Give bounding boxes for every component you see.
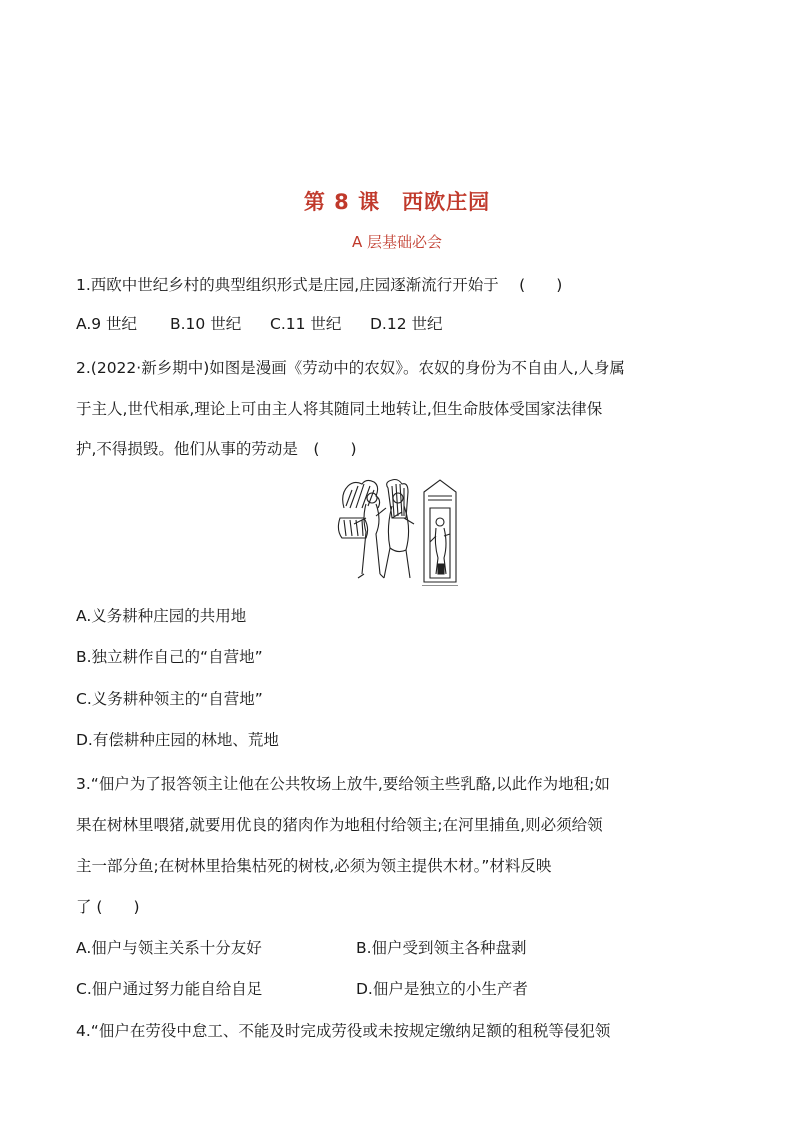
lesson-name: 西欧庄园 xyxy=(402,190,491,214)
q1-option-c: C.11 世纪 xyxy=(270,315,342,333)
q3-stem-line-2: 果在树林里喂猪,就要用优良的猪肉作为地租付给领主;在河里捕鱼,则必须给领 xyxy=(76,816,603,834)
section-subtitle: A 层基础必会 xyxy=(351,233,443,251)
q3-option-a: A.佃户与领主关系十分友好 xyxy=(76,939,262,957)
q2-option-a: A.义务耕种庄园的共用地 xyxy=(76,607,247,625)
q1-stem: 1.西欧中世纪乡村的典型组织形式是庄园,庄园逐渐流行开始于 ( ) xyxy=(76,276,563,294)
q3-option-b: B.佃户受到领主各种盘剥 xyxy=(356,939,527,957)
q3-option-c: C.佃户通过努力能自给自足 xyxy=(76,980,263,998)
q4-stem-line-1: 4.“佃户在劳役中怠工、不能及时完成劳役或未按规定缴纳足额的租税等侵犯领 xyxy=(76,1022,611,1040)
serfs-labor-illustration xyxy=(336,478,462,586)
q3-options-row-1 xyxy=(76,937,527,959)
q1-option-b: B.10 世纪 xyxy=(170,315,242,333)
q3-stem-line-3: 主一部分鱼;在树林里拾集枯死的树枝,必须为领主提供木材。”材料反映 xyxy=(76,857,552,875)
lesson-number: 第 8 课 xyxy=(303,190,381,214)
q3-stem-line-4: 了 ( ) xyxy=(76,898,140,916)
q2-option-d: D.有偿耕种庄园的林地、荒地 xyxy=(76,731,279,749)
lesson-title xyxy=(0,186,794,216)
q2-stem-line-3: 护,不得损毁。他们从事的劳动是 ( ) xyxy=(76,440,357,458)
q3-option-d: D.佃户是独立的小生产者 xyxy=(356,980,528,998)
q1-option-d: D.12 世纪 xyxy=(370,315,443,333)
q2-stem-line-2: 于主人,世代相承,理论上可由主人将其随同土地转让,但生命肢体受国家法律保 xyxy=(76,400,603,418)
q2-option-b: B.独立耕作自己的“自营地” xyxy=(76,648,263,666)
q3-options-row-2 xyxy=(76,978,528,1000)
q3-stem-line-1: 3.“佃户为了报答领主让他在公共牧场上放牛,要给领主些乳酪,以此作为地租;如 xyxy=(76,775,610,793)
q1-option-a: A.9 世纪 xyxy=(76,315,138,333)
q2-stem-line-1: 2.(2022·新乡期中)如图是漫画《劳动中的农奴》。农奴的身份为不自由人,人身属 xyxy=(76,359,625,377)
q2-option-c: C.义务耕种领主的“自营地” xyxy=(76,690,263,708)
q1-options xyxy=(76,313,443,335)
